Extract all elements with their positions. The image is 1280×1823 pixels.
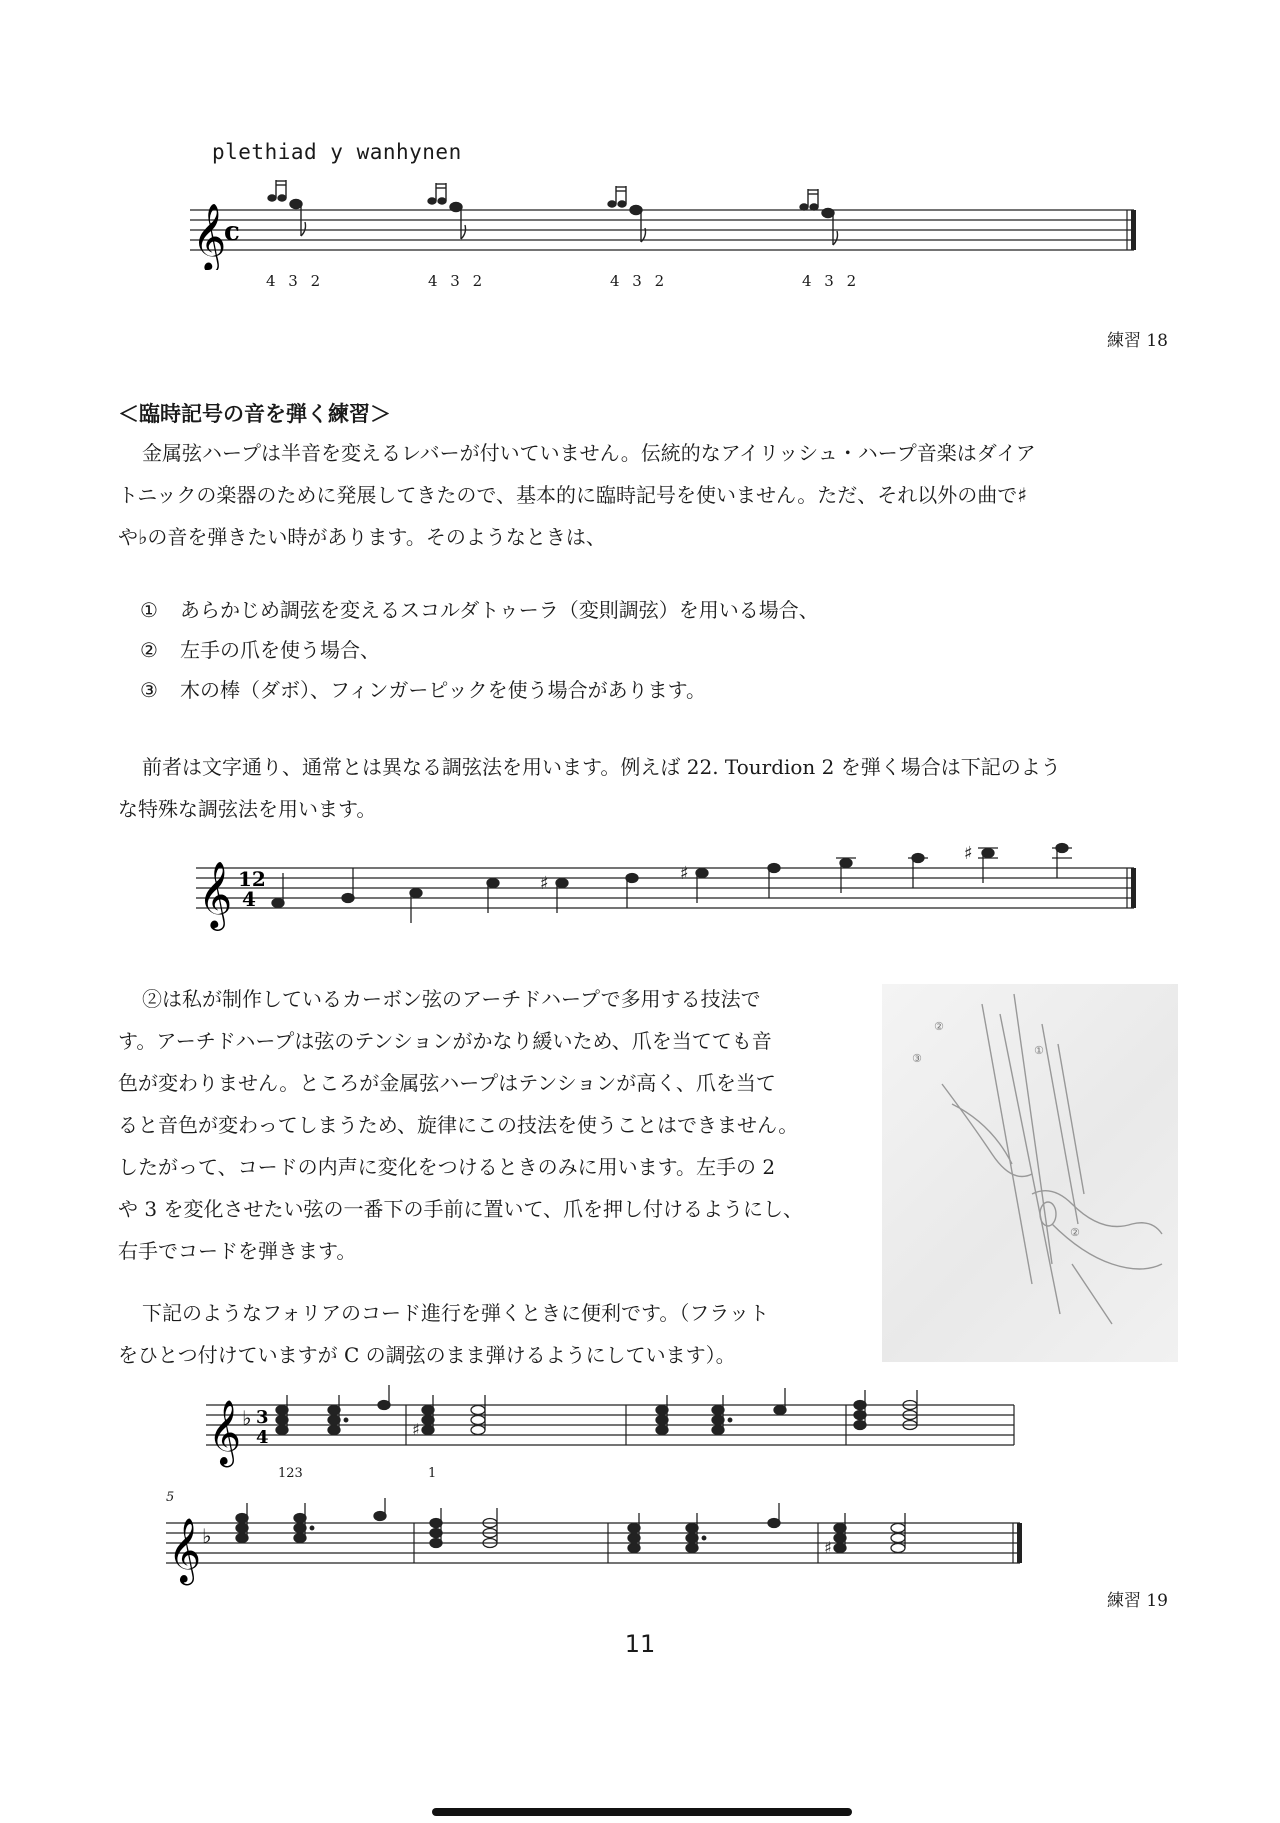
exercise-19-label: 練習 19	[1106, 1591, 1168, 1611]
svg-text:♯: ♯	[540, 873, 549, 894]
chord	[430, 1508, 442, 1548]
chord-sharp	[824, 1513, 846, 1557]
paragraph-line: 色が変わりません。ところが金属弦ハープはテンションが高く、爪を当て	[118, 1071, 776, 1095]
treble-clef-icon: 𝄞	[192, 202, 227, 270]
paragraph-line: 右手でコードを弾きます。	[118, 1239, 357, 1263]
grace-group-2	[428, 183, 466, 239]
paragraph-line: す。アーチドハープは弦のテンションがかなり緩いため、爪を当てても音	[118, 1029, 772, 1053]
time-signature-top: 12	[238, 867, 266, 891]
photo-marker: ②	[1070, 1226, 1080, 1239]
fingering-1: 4 3 2	[266, 272, 325, 290]
note-b	[410, 889, 422, 924]
note-d-sharp	[540, 873, 568, 913]
svg-text:♯: ♯	[824, 1538, 832, 1557]
staff-exercise-19-line-1	[206, 1380, 1026, 1470]
page-number: 11	[624, 1630, 656, 1658]
paragraph-line: したがって、コードの内声に変化をつけるときのみに用います。左手の 2	[118, 1155, 776, 1179]
paragraph-line: をひとつ付けていますが C の調弦のまま弾けるようにしています）。	[118, 1343, 736, 1367]
photo-marker: ②	[934, 1020, 944, 1033]
common-time-icon: c	[224, 217, 240, 247]
time-signature-bottom: 4	[242, 887, 256, 911]
paragraph-line: ②は私が制作しているカーボン弦のアーチドハープで多用する技法で	[142, 987, 761, 1011]
paragraph-line: や♭の音を弾きたい時があります。そのようなときは、	[118, 525, 606, 549]
time-signature-bottom: 4	[256, 1427, 269, 1448]
paragraph-line: 前者は文字通り、通常とは異なる調弦法を用います。例えば 22. Tourdion 2 を弾く場合は下記のよう	[142, 755, 1061, 779]
paragraph-intro	[118, 432, 1176, 558]
list-item: ① あらかじめ調弦を変えるスコルダトゥーラ（変則調弦）を用いる場合、	[140, 598, 819, 622]
exercise-18-label: 練習 18	[1106, 331, 1168, 351]
svg-text:♯: ♯	[964, 843, 973, 864]
fingering-2: 4 3 2	[428, 272, 487, 290]
svg-text:♯: ♯	[412, 1420, 420, 1439]
note-b-high	[908, 854, 928, 889]
paragraph-line: 金属弦ハープは半音を変えるレバーが付いていません。伝統的なアイリッシュ・ハープ音楽はダイア	[142, 441, 1036, 465]
chord	[854, 1390, 866, 1430]
paragraph-folia	[118, 1292, 866, 1376]
melody-note	[768, 1503, 780, 1528]
staff-exercise-19-line-2	[166, 1498, 1026, 1588]
time-signature-top: 3	[256, 1407, 269, 1428]
chord-half	[903, 1390, 917, 1430]
flat-icon: ♭	[242, 1406, 252, 1430]
photo-marker: ①	[1034, 1044, 1044, 1057]
paragraph-line: トニックの楽器のために発展してきたので、基本的に臨時記号を使いません。ただ、それ以外の曲で♯	[118, 483, 1027, 507]
chord-sharp	[412, 1395, 434, 1439]
photo-marker: ③	[912, 1052, 922, 1065]
list-item: ③ 木の棒（ダボ）、フィンガーピックを使う場合があります。	[140, 678, 706, 702]
fingering-3: 4 3 2	[610, 272, 669, 290]
treble-clef-icon: 𝄞	[168, 1518, 202, 1583]
fingering-4: 4 3 2	[802, 272, 861, 290]
melody-note	[374, 1498, 386, 1521]
melody-note	[774, 1388, 786, 1415]
paragraph-line: な特殊な調弦法を用います。	[118, 797, 377, 821]
list-item: ② 左手の爪を使う場合、	[140, 638, 380, 662]
note-a	[342, 868, 354, 903]
hand-sketch-photo	[882, 984, 1178, 1362]
note-e	[626, 874, 638, 909]
chord-fingering: 1	[428, 1466, 437, 1481]
treble-clef-icon: 𝄞	[198, 860, 233, 928]
home-indicator[interactable]	[432, 1808, 852, 1816]
melody-note	[378, 1385, 390, 1410]
grace-group-3	[608, 186, 646, 242]
piece-title: plethiad y wanhynen	[212, 140, 462, 164]
paragraph-line: や 3 を変化させたい弦の一番下の手前に置いて、爪を押し付けるようにし、	[118, 1197, 804, 1221]
grace-group-4	[800, 189, 838, 245]
paragraph-line: ると音色が変わってしまうため、旋律にこの技法を使うことはできません。	[118, 1113, 799, 1137]
chord-fingering: 123	[278, 1466, 303, 1481]
note-f-sharp	[680, 863, 708, 903]
chord-half	[483, 1508, 497, 1548]
svg-text:♯: ♯	[680, 863, 689, 884]
grace-group-1	[268, 180, 306, 236]
measure-number: 5	[166, 1490, 175, 1505]
staff-exercise-18	[190, 180, 1150, 270]
note-g-high	[768, 864, 780, 899]
section-title: ＜臨時記号の音を弾く練習＞	[118, 402, 391, 426]
treble-clef-icon: 𝄞	[208, 1400, 242, 1465]
note-d-high	[1052, 844, 1072, 879]
paragraph-line: 下記のようなフォリアのコード進行を弾くときに便利です。（フラット	[142, 1301, 769, 1325]
note-c-sharp-high	[964, 843, 998, 883]
staff-tuning	[196, 838, 1156, 938]
flat-icon: ♭	[202, 1524, 212, 1548]
paragraph-scordatura	[118, 746, 1176, 830]
paragraph-fingernail	[118, 978, 866, 1272]
